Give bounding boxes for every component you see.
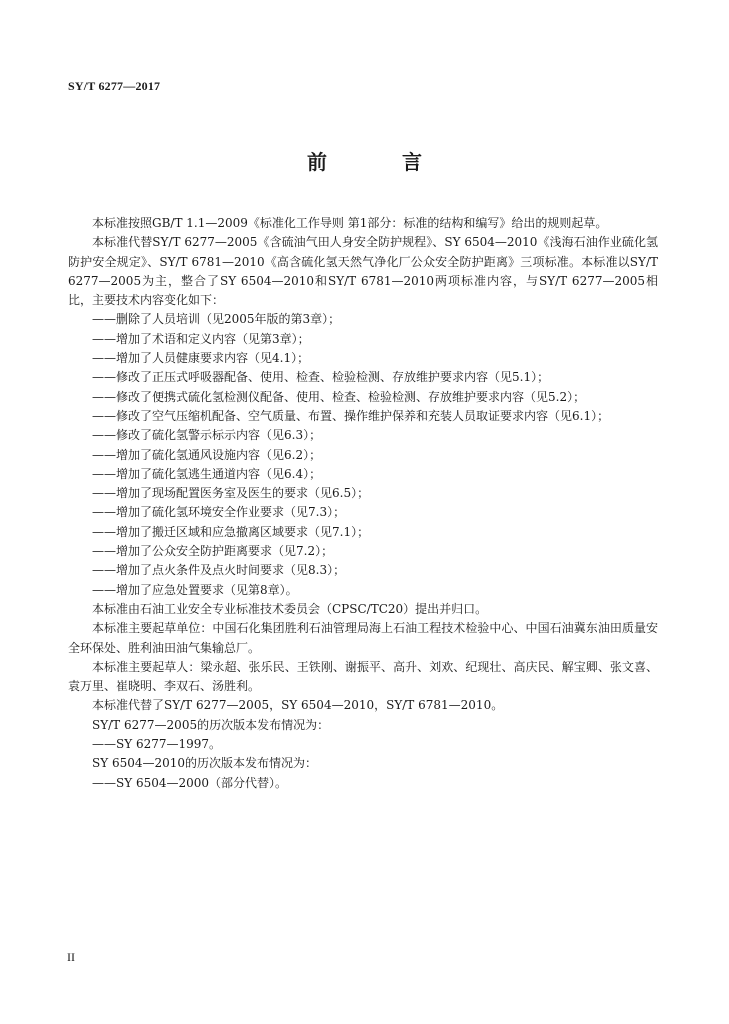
- list-item: ——增加了术语和定义内容（见第3章）；: [92, 331, 310, 346]
- list-item: ——增加了硫化氢通风设施内容（见6.2）；: [92, 447, 322, 462]
- history-item-6504: ——SY 6504—2000（部分代替）。: [92, 775, 288, 790]
- list-item: ——增加了人员健康要求内容（见4.1）；: [92, 351, 310, 366]
- history-item-6277: ——SY 6277—1997。: [92, 737, 222, 752]
- list-item: ——增加了现场配置医务室及医生的要求（见6.5）；: [92, 486, 370, 501]
- list-item: ——增加了搬迁区域和应急撤离区域要求（见7.1）；: [92, 524, 370, 539]
- list-item: ——增加了硫化氢环境安全作业要求（见7.3）；: [92, 505, 346, 520]
- paragraph-replacement: 本标准代替SY/T 6277—2005《含硫油气田人身安全防护规程》、SY 6504—2010《浅海石油作业硫化氢防护安全规定》、SY/T 6781—2010《高含硫化氢天然气净化厂公众安全防护距离》三项标准。本标准以SY/T 6277—2005为主，整合了SY 6504—2010和SY/T 6781—2010两项标准内容，与SY/T 6277—2005相比，主要技术内容变化如下：: [68, 235, 658, 308]
- list-item: ——修改了正压式呼吸器配备、使用、检查、检验检测、存放维护要求内容（见5.1）；: [92, 370, 550, 385]
- changes-list: [68, 310, 658, 599]
- page-number: II: [67, 950, 75, 964]
- paragraph-replaced-standards: 本标准代替了SY/T 6277—2005，SY 6504—2010，SY/T 6781—2010。: [92, 698, 504, 713]
- paragraph-drafters: 本标准主要起草人：梁永超、张乐民、王铁刚、谢振平、高升、刘欢、纪现壮、高庆民、解宝卿、张文喜、袁万里、崔晓明、李双石、汤胜利。: [68, 659, 658, 694]
- list-item: ——修改了便携式硫化氢检测仪配备、使用、检查、检验检测、存放维护要求内容（见5.2）；: [92, 389, 586, 404]
- paragraph-history-6277: SY/T 6277—2005的历次版本发布情况为：: [92, 717, 330, 732]
- list-item: ——修改了硫化氢警示标示内容（见6.3）；: [92, 428, 322, 443]
- list-item: ——增加了公众安全防护距离要求（见7.2）；: [92, 544, 334, 559]
- list-item: ——增加了点火条件及点火时间要求（见8.3）；: [92, 563, 346, 578]
- list-item: ——增加了应急处置要求（见第8章）。: [92, 582, 298, 597]
- list-item: ——增加了硫化氢逃生通道内容（见6.4）；: [92, 466, 322, 481]
- foreword-body: [68, 214, 658, 793]
- list-item: ——删除了人员培训（见2005年版的第3章）；: [92, 312, 341, 327]
- page-title: 前 言: [307, 150, 456, 174]
- paragraph-committee: 本标准由石油工业安全专业标准技术委员会（CPSC/TC20）提出并归口。: [92, 601, 488, 616]
- paragraph-history-6504: SY 6504—2010的历次版本发布情况为：: [92, 756, 318, 771]
- standard-code: SY/T 6277—2017: [68, 79, 161, 93]
- list-item: ——修改了空气压缩机配备、空气质量、布置、操作维护保养和充装人员取证要求内容（见6.1）；: [92, 408, 610, 423]
- paragraph-drafting-units: 本标准主要起草单位：中国石化集团胜利石油管理局海上石油工程技术检验中心、中国石油冀东油田质量安全环保处、胜利油田油气集输总厂。: [68, 621, 658, 655]
- paragraph-drafting-rules: 本标准按照GB/T 1.1—2009《标准化工作导则 第1部分：标准的结构和编写》给出的规则起草。: [92, 216, 608, 230]
